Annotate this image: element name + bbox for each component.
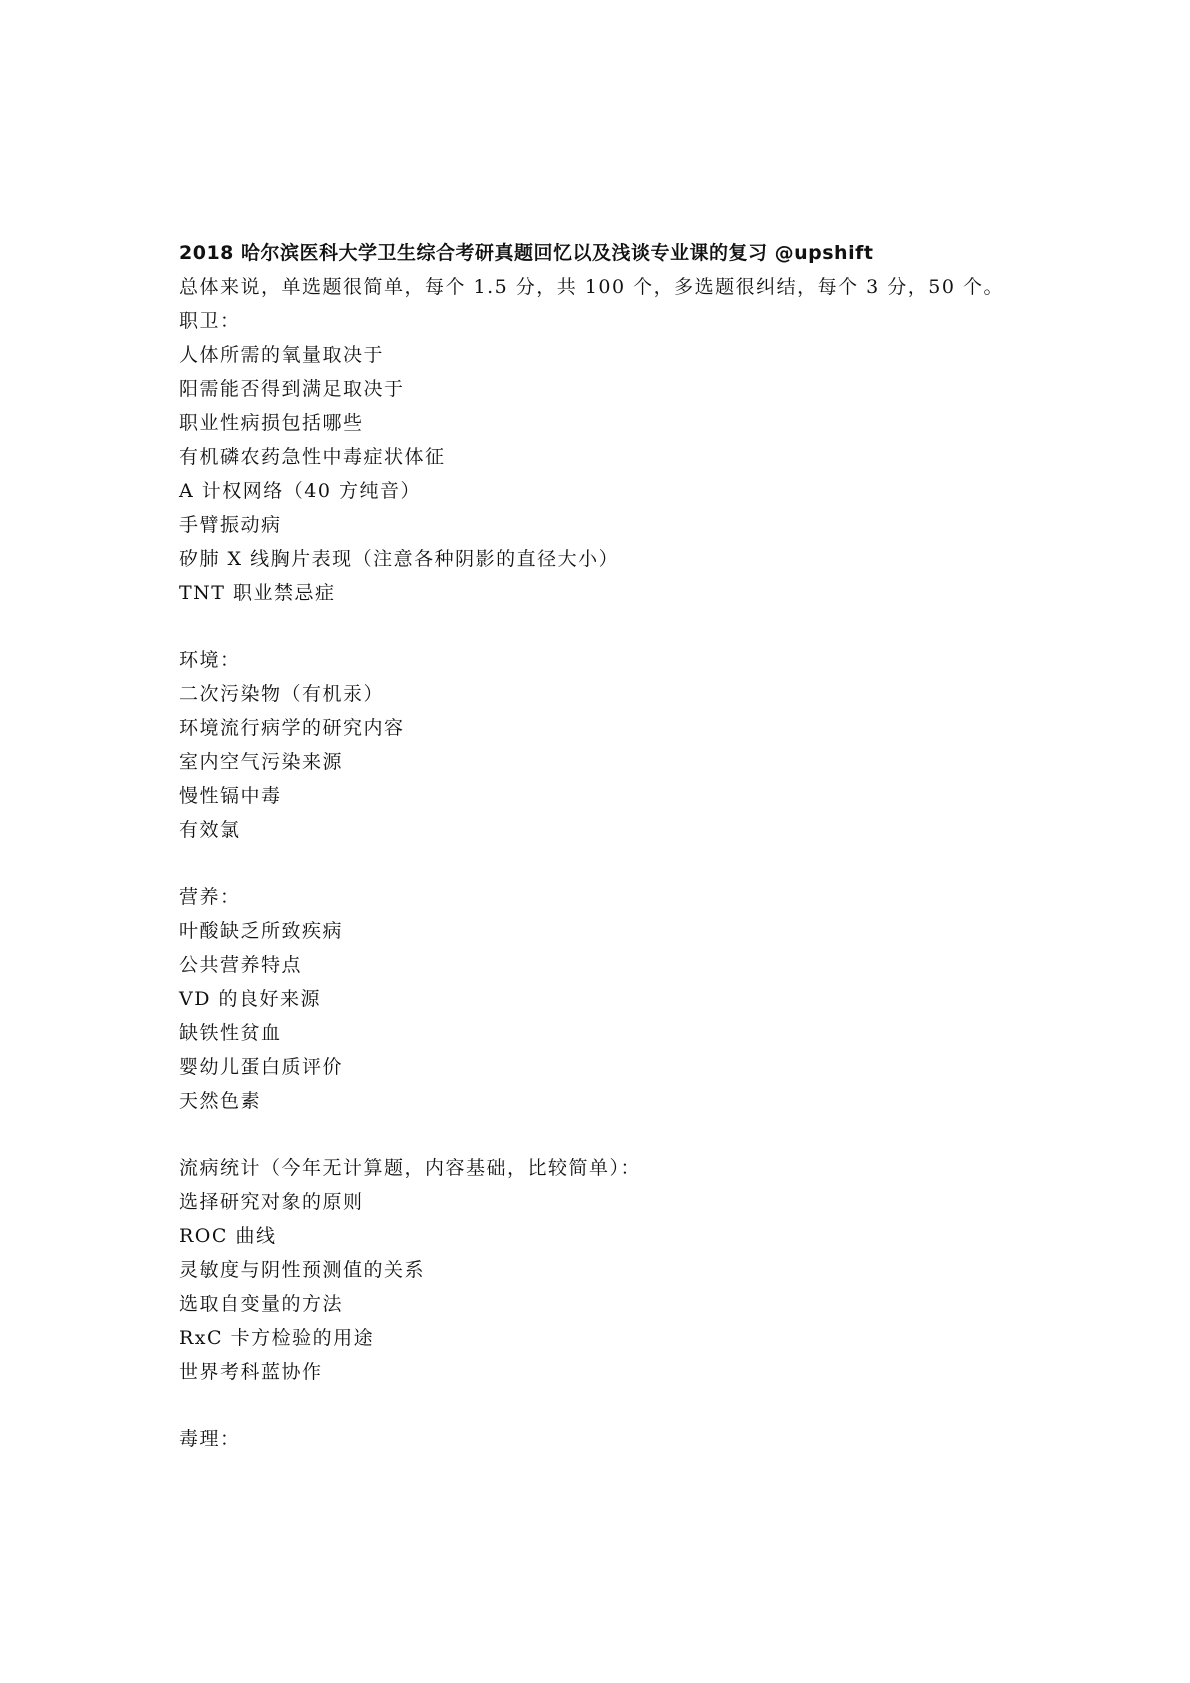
list-item: 叶酸缺乏所致疾病 — [179, 920, 344, 942]
list-item: RxC 卡方检验的用途 — [179, 1327, 375, 1349]
intro-paragraph: 总体来说，单选题很简单，每个 1.5 分，共 100 个，多选题很纠结，每个 3 分，50 个。 — [179, 276, 1005, 298]
spacer — [179, 610, 1079, 643]
list-item: TNT 职业禁忌症 — [179, 582, 336, 604]
list-item: 世界考科蓝协作 — [179, 1361, 323, 1383]
list-item: 有机磷农药急性中毒症状体征 — [179, 446, 446, 468]
spacer — [179, 847, 1079, 880]
list-item: 天然色素 — [179, 1090, 262, 1112]
document-body — [179, 237, 1079, 1456]
list-item: 手臂振动病 — [179, 514, 282, 536]
list-item: 职业性病损包括哪些 — [179, 412, 364, 434]
list-item: 婴幼儿蛋白质评价 — [179, 1056, 344, 1078]
spacer — [179, 1118, 1079, 1151]
list-item: 人体所需的氧量取决于 — [179, 344, 385, 366]
list-item: VD 的良好来源 — [179, 988, 321, 1010]
list-item: 环境流行病学的研究内容 — [179, 717, 405, 739]
list-item: 选择研究对象的原则 — [179, 1191, 364, 1213]
list-item: 慢性镉中毒 — [179, 785, 282, 807]
section-heading-nutrition: 营养： — [179, 886, 241, 908]
list-item: 缺铁性贫血 — [179, 1022, 282, 1044]
section-heading-toxicology: 毒理： — [179, 1428, 241, 1450]
list-item: 选取自变量的方法 — [179, 1293, 344, 1315]
list-item: 有效氯 — [179, 819, 241, 841]
list-item: ROC 曲线 — [179, 1225, 277, 1247]
spacer — [179, 1389, 1079, 1422]
list-item: 公共营养特点 — [179, 954, 303, 976]
list-item: 阳需能否得到满足取决于 — [179, 378, 405, 400]
list-item: 二次污染物（有机汞） — [179, 683, 385, 705]
document-title: 2018 哈尔滨医科大学卫生综合考研真题回忆以及浅谈专业课的复习 @upshift — [179, 242, 874, 264]
list-item: A 计权网络（40 方纯音） — [179, 480, 421, 502]
list-item: 矽肺 X 线胸片表现（注意各种阴影的直径大小） — [179, 548, 620, 570]
section-heading-environment: 环境： — [179, 649, 241, 671]
list-item: 灵敏度与阴性预测值的关系 — [179, 1259, 426, 1281]
list-item: 室内空气污染来源 — [179, 751, 344, 773]
section-heading-occupational: 职卫： — [179, 310, 241, 332]
section-heading-epidemiology-statistics: 流病统计（今年无计算题，内容基础，比较简单）： — [179, 1157, 642, 1179]
